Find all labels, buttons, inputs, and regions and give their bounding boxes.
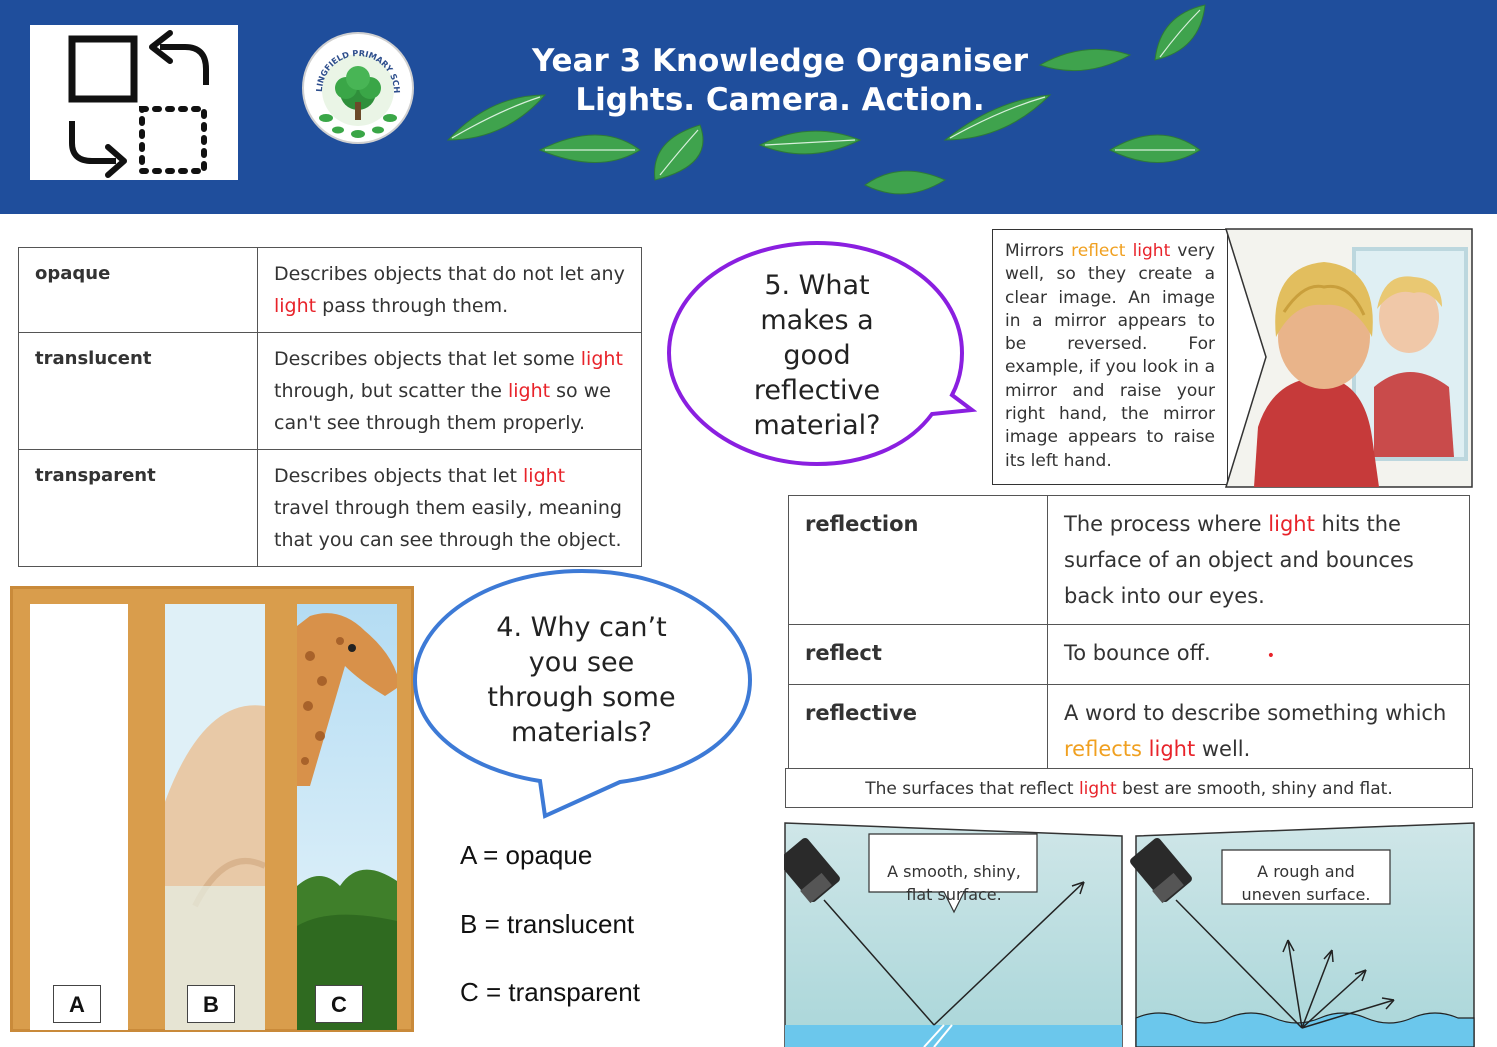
panel-label-a: A — [53, 985, 101, 1023]
boy-mirror-illustration — [1214, 227, 1474, 489]
page-title — [430, 42, 1130, 120]
term-opaque: opaque — [19, 248, 258, 333]
rough-surface-label: A rough and uneven surface. — [1241, 862, 1371, 904]
definition-opaque: Describes objects that do not let any light pass through them. — [258, 248, 642, 333]
definition-reflect: To bounce off. • — [1048, 625, 1470, 685]
table-row — [789, 496, 1470, 625]
school-logo — [300, 30, 416, 146]
mirror-explanation: Mirrors reflect light very well, so they create a clear image. An image in a mirror appears to be reversed. For example, if you look in a mirror and raise your right hand, the mirror image appears to raise its left hand. — [992, 229, 1228, 485]
table-row — [789, 625, 1470, 685]
answer-c: C = transparent — [460, 977, 640, 1007]
panel-label-b: B — [187, 985, 235, 1023]
question-4-text: 4. Why can’t you see through some materials? — [487, 612, 676, 748]
question-5-text: 5. What makes a good reflective material? — [753, 270, 881, 441]
term-transparent: transparent — [19, 450, 258, 567]
reflection-vocabulary-table — [788, 495, 1470, 778]
term-reflection: reflection — [789, 496, 1048, 625]
answer-b: B = translucent — [460, 909, 635, 939]
table-row — [19, 248, 642, 333]
swap-icon-card — [30, 25, 238, 180]
materials-panels-illustration — [10, 586, 414, 1032]
rough-surface-panel — [1128, 823, 1474, 1047]
panel-translucent — [160, 604, 265, 1030]
panel-label-c: C — [315, 985, 363, 1023]
table-row — [19, 333, 642, 450]
school-logo-text: LINGFIELD PRIMARY SCH — [313, 47, 403, 94]
table-row — [789, 685, 1470, 778]
leaf-icon — [1110, 135, 1200, 163]
swap-icon — [30, 25, 238, 180]
term-translucent: translucent — [19, 333, 258, 450]
answer-a: A = opaque — [460, 840, 593, 870]
definition-translucent: Describes objects that let some light through, but scatter the light so we can't see through them properly. — [258, 333, 642, 450]
leaf-icon — [865, 171, 945, 194]
panel-transparent — [297, 604, 400, 1030]
table-row — [19, 450, 642, 567]
term-reflect: reflect — [789, 625, 1048, 685]
surface-reflection-diagrams — [784, 820, 1476, 1047]
materials-vocabulary-table — [18, 247, 642, 567]
title-line-1: Year 3 Knowledge Organiser — [531, 43, 1029, 79]
term-reflective: reflective — [789, 685, 1048, 778]
surfaces-caption: The surfaces that reflect light best are smooth, shiny and flat. — [785, 768, 1473, 808]
definition-reflection: The process where light hits the surface of an object and bounces back into our eyes. — [1048, 496, 1470, 625]
smooth-surface — [785, 1025, 1122, 1047]
definition-reflective: A word to describe something which reflects light well. — [1048, 685, 1470, 778]
smooth-surface-label: A smooth, shiny, flat surface. — [887, 862, 1021, 904]
title-line-2: Lights. Camera. Action. — [575, 82, 985, 118]
smooth-surface-panel — [784, 823, 1122, 1047]
panel-opaque — [30, 604, 128, 1030]
definition-transparent: Describes objects that let light travel through them easily, meaning that you can see through the object. — [258, 450, 642, 567]
leaf-icon — [540, 135, 640, 163]
